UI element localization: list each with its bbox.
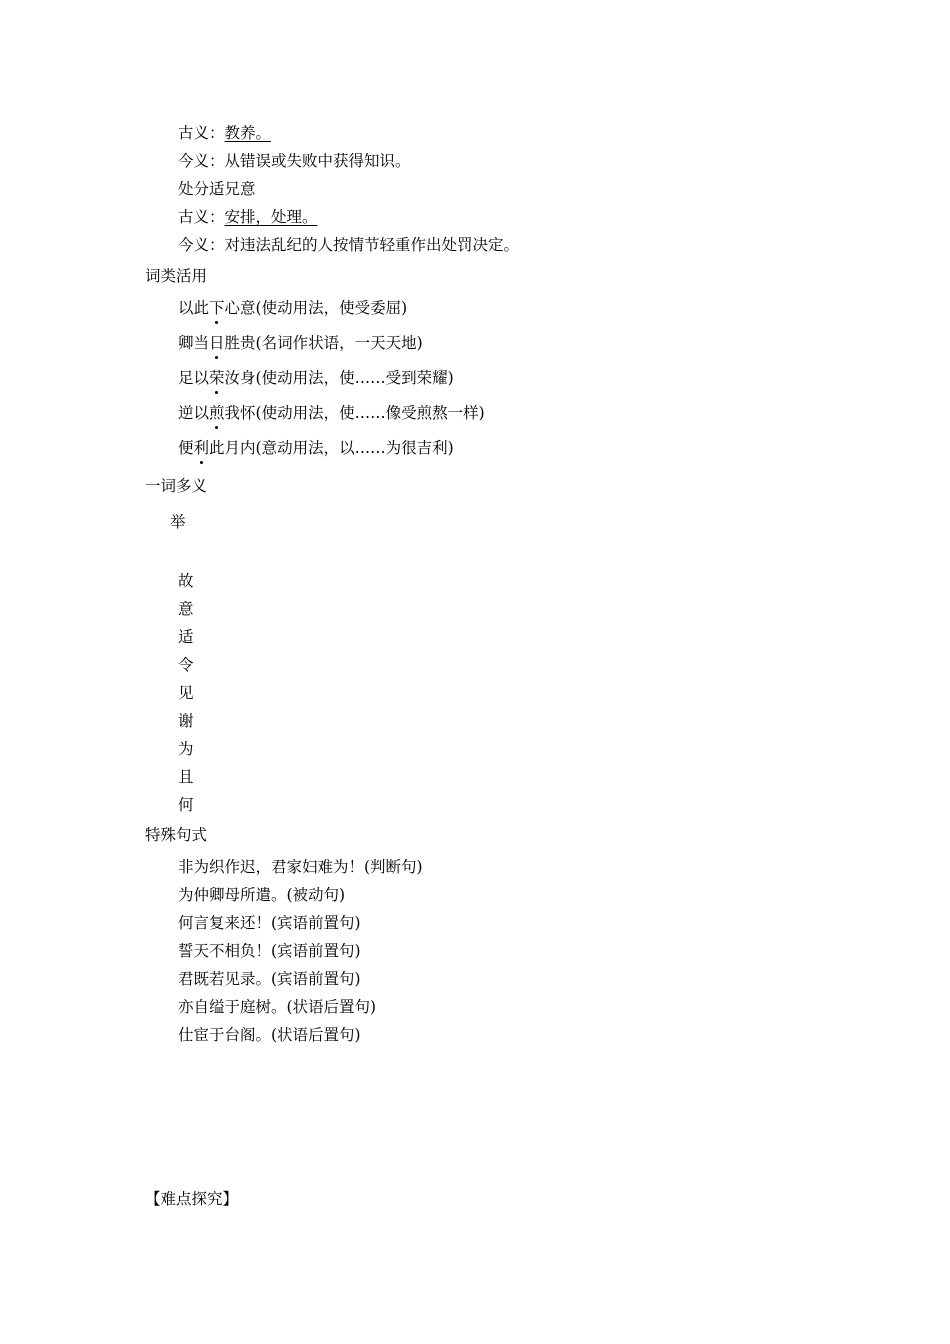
item-text: 汝身(使动用法，使……受到荣耀) [224, 369, 454, 387]
polysemy-word: 故 [178, 572, 194, 590]
vocab-line-5 [178, 235, 519, 255]
polysemy-word: 且 [178, 768, 194, 786]
emphasis-dot-char: 利 [193, 439, 210, 457]
vocab-line-4 [178, 207, 318, 227]
special-sentence: 誓天不相负！(宾语前置句) [178, 942, 361, 960]
vocab-line-3 [178, 179, 256, 199]
polysemy-word: 令 [178, 656, 194, 674]
item-text: 足以 [178, 369, 210, 387]
vocab-line-2 [178, 151, 411, 171]
vocab-prefix: 古义： [178, 124, 225, 142]
polysemy-word: 为 [178, 740, 194, 758]
emphasis-dot-char: 日 [209, 334, 225, 352]
special-sentence: 为仲卿母所遣。(被动句) [178, 886, 346, 904]
word-class-item [178, 438, 454, 458]
item-text: 我怀(使动用法，使……像受煎熬一样) [224, 404, 485, 422]
section-heading-polysemy: 一词多义 [145, 477, 208, 495]
emphasis-dot-char: 下 [209, 299, 225, 317]
item-text: 便 [178, 439, 194, 457]
polysemy-word: 适 [178, 628, 194, 646]
vocab-text: 从错误或失败中获得知识。 [224, 152, 411, 170]
word-class-item [178, 403, 485, 423]
polysemy-word: 何 [178, 796, 194, 814]
difficulty-heading: 【难点探究】 [145, 1190, 239, 1208]
vocab-prefix: 古义： [178, 208, 225, 226]
emphasis-dot-char: 荣 [209, 369, 225, 387]
section-heading-word-class: 词类活用 [145, 267, 208, 285]
item-text: 心意(使动用法，使受委屈) [224, 299, 408, 317]
vocab-line-1 [178, 123, 271, 143]
item-text: 逆以 [178, 404, 210, 422]
emphasis-dot-char: 煎 [209, 404, 225, 422]
polysemy-word-first: 举 [170, 513, 186, 531]
special-sentence: 仕宦于台阁。(状语后置句) [178, 1026, 361, 1044]
item-text: 以此 [178, 299, 210, 317]
word-class-item [178, 298, 407, 318]
polysemy-word: 谢 [178, 712, 194, 730]
special-sentence: 亦自缢于庭树。(状语后置句) [178, 998, 377, 1016]
vocab-prefix: 今义： [178, 236, 225, 254]
vocab-text: 处分适兄意 [178, 180, 256, 198]
vocab-prefix: 今义： [178, 152, 225, 170]
special-sentence: 何言复来还！(宾语前置句) [178, 914, 361, 932]
vocab-text: 教养。 [224, 124, 272, 142]
item-text: 卿当 [178, 334, 210, 352]
polysemy-word: 意 [178, 600, 194, 618]
polysemy-word: 见 [178, 684, 194, 702]
special-sentence: 君既若见录。(宾语前置句) [178, 970, 361, 988]
word-class-item [178, 368, 454, 388]
special-sentence: 非为织作迟，君家妇难为！(判断句) [178, 858, 423, 876]
word-class-item [178, 333, 423, 353]
item-text: 此月内(意动用法，以……为很吉利) [209, 439, 454, 457]
vocab-text: 对违法乱纪的人按情节轻重作出处罚决定。 [224, 236, 520, 254]
section-heading-special: 特殊句式 [145, 826, 208, 844]
vocab-text: 安排，处理。 [224, 208, 318, 226]
item-text: 胜贵(名词作状语，一天天地) [224, 334, 423, 352]
